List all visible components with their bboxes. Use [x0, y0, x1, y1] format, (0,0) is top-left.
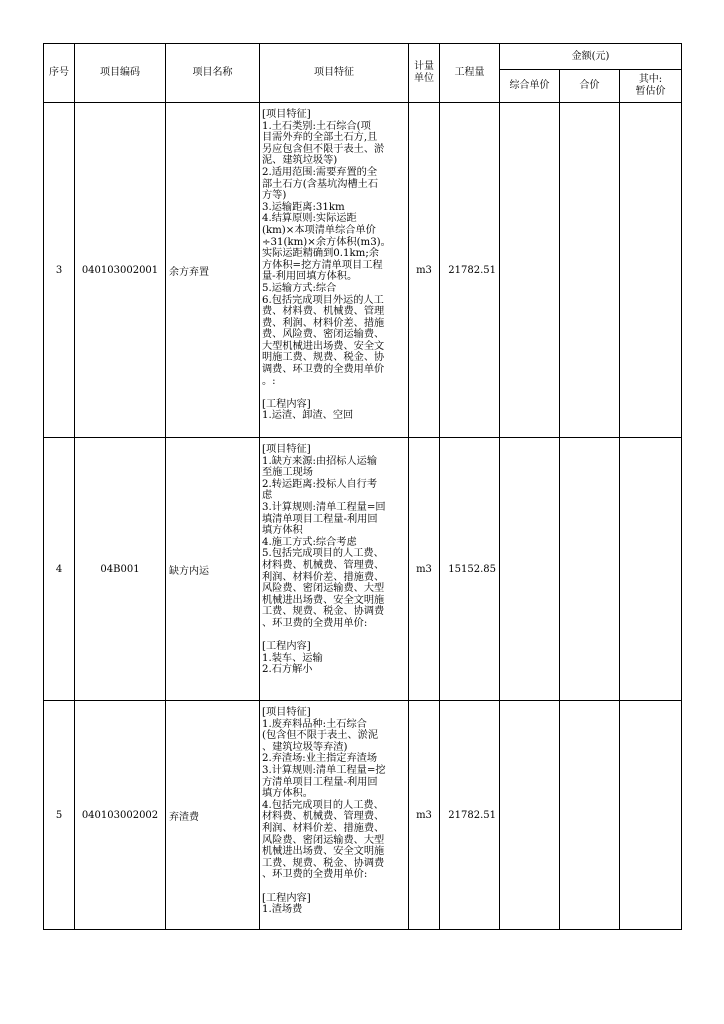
- cell-name: 缺方内运: [166, 438, 260, 701]
- header-features: 项目特征: [260, 44, 409, 103]
- header-total: 合价: [560, 70, 620, 103]
- feature-line: 3.计算规则:清单工程量=回: [262, 501, 386, 513]
- feature-line: 虑: [262, 490, 273, 502]
- feature-line: 、环卫费的全费用单价:: [262, 617, 368, 629]
- header-quantity: 工程量: [440, 44, 500, 103]
- cell-seq: 3: [44, 103, 75, 438]
- feature-line: [工程内容]: [262, 398, 311, 410]
- feature-line: (km)×本项清单综合单价: [262, 224, 376, 236]
- feature-line: 2.适用范围:需要弃置的全: [262, 166, 378, 178]
- cell-features: [260, 103, 409, 438]
- feature-line: 填方体积: [262, 525, 303, 537]
- feature-line: 工费、规费、税金、协调费: [262, 606, 385, 618]
- feature-line: 风险费、密闭运输费、大型: [262, 834, 385, 846]
- cell-quantity: 21782.51: [440, 103, 500, 438]
- cell-features: [260, 701, 409, 930]
- table-row: [44, 701, 682, 930]
- feature-line: 1.废弃料品种:土石综合: [262, 718, 367, 730]
- feature-line: [262, 881, 405, 893]
- feature-line: 5.包括完成项目的人工费、: [262, 548, 384, 560]
- feature-line: [项目特征]: [262, 444, 311, 455]
- feature-line: 1.运渣、卸渣、空回: [262, 410, 354, 422]
- cell-code: 040103002002: [75, 701, 166, 930]
- feature-line: 4.施工方式:综合考虑: [262, 536, 357, 548]
- cell-code: 040103002001: [75, 103, 166, 438]
- bill-of-quantities-sheet: [43, 43, 681, 930]
- bill-of-quantities-table: [43, 43, 682, 930]
- feature-line: 量-利用回填方体积。: [262, 271, 358, 283]
- feature-line: 2.转运距离:投标人自行考: [262, 478, 378, 490]
- cell-total: [560, 701, 620, 930]
- feature-line: 6.包括完成项目外运的人工: [262, 294, 384, 306]
- header-amount: 金额(元): [500, 44, 682, 70]
- feature-line: 1.缺方来源:由招标人运输: [262, 455, 378, 467]
- cell-total: [560, 438, 620, 701]
- cell-provisional: [620, 438, 682, 701]
- feature-line: 方清单项目工程量-利用回: [262, 776, 378, 788]
- feature-line: 、环卫费的全费用单价:: [262, 869, 368, 881]
- feature-line: 部土石方(含基坑沟槽土石: [262, 178, 379, 190]
- feature-line: [工程内容]: [262, 641, 311, 653]
- feature-line: 实际运距精确到0.1km;余: [262, 248, 379, 260]
- feature-line: 方体积=挖方清单项目工程: [262, 259, 383, 271]
- table-body: [44, 103, 682, 930]
- feature-line: 填清单项目工程量-利用回: [262, 513, 378, 525]
- feature-line: 另应包含但不限于表土、淤: [262, 143, 385, 155]
- feature-line: (包含但不限于表土、淤泥: [262, 730, 379, 742]
- feature-line: 填方体积。: [262, 788, 313, 800]
- feature-line: 工费、规费、税金、协调费: [262, 857, 385, 869]
- cell-unit: m3: [409, 701, 440, 930]
- feature-line: 1.装车、运输: [262, 652, 323, 664]
- feature-line: 方等): [262, 190, 287, 202]
- feature-line: 费、利润、材料价差、措施: [262, 317, 385, 329]
- feature-line: 4.包括完成项目的人工费、: [262, 799, 384, 811]
- feature-line: 费、风险费、密闭运输费、: [262, 329, 385, 341]
- cell-unit-price: [500, 103, 560, 438]
- header-unit: 计量 单位: [409, 44, 440, 103]
- header-provisional: 其中: 暂估价: [620, 70, 682, 103]
- feature-line: 至施工现场: [262, 467, 313, 479]
- feature-line: 2.石方解小: [262, 664, 313, 676]
- feature-line: 材料费、机械费、管理费、: [262, 811, 385, 823]
- feature-line: 5.运输方式:综合: [262, 282, 337, 294]
- cell-provisional: [620, 103, 682, 438]
- feature-line: 利润、材料价差、措施费、: [262, 822, 385, 834]
- feature-line: 费、材料费、机械费、管理: [262, 306, 385, 318]
- feature-line: 目需外弃的全部土石方,且: [262, 132, 378, 144]
- cell-unit-price: [500, 701, 560, 930]
- feature-line: 大型机械进出场费、安全文: [262, 340, 385, 352]
- header-seq: 序号: [44, 44, 75, 103]
- cell-quantity: 15152.85: [440, 438, 500, 701]
- cell-unit: m3: [409, 438, 440, 701]
- feature-line: [工程内容]: [262, 892, 311, 904]
- feature-line: 风险费、密闭运输费、大型: [262, 583, 385, 595]
- feature-line: 1.土石类别:土石综合(项: [262, 120, 371, 132]
- feature-line: [262, 387, 405, 399]
- feature-line: 3.运输距离:31km: [262, 201, 345, 213]
- feature-line: 3.计算规则:清单工程量=挖: [262, 764, 386, 776]
- feature-line: 材料费、机械费、管理费、: [262, 559, 385, 571]
- feature-line: 2.弃渣场:业主指定弃渣场: [262, 753, 378, 765]
- cell-unit: m3: [409, 103, 440, 438]
- feature-line: 4.结算原则:实际运距: [262, 213, 357, 225]
- cell-name: 余方弃置: [166, 103, 260, 438]
- cell-code: 04B001: [75, 438, 166, 701]
- feature-line: 机械进出场费、安全文明施: [262, 594, 385, 606]
- feature-line: 泥、建筑垃圾等): [262, 155, 338, 167]
- feature-line: 。:: [262, 375, 276, 387]
- cell-provisional: [620, 701, 682, 930]
- feature-line: 明施工费、规费、税金、协: [262, 352, 385, 364]
- feature-line: [262, 630, 405, 642]
- cell-seq: 4: [44, 438, 75, 701]
- feature-line: [项目特征]: [262, 707, 311, 718]
- cell-features: [260, 438, 409, 701]
- feature-line: 机械进出场费、安全文明施: [262, 846, 385, 858]
- cell-unit-price: [500, 438, 560, 701]
- cell-name: 弃渣费: [166, 701, 260, 930]
- feature-line: 、建筑垃圾等弃渣): [262, 741, 348, 753]
- table-row: [44, 103, 682, 438]
- header-code: 项目编码: [75, 44, 166, 103]
- cell-total: [560, 103, 620, 438]
- feature-line: ÷31(km)×余方体积(m3)。: [262, 236, 391, 248]
- feature-line: 1.渣场费: [262, 904, 303, 916]
- cell-quantity: 21782.51: [440, 701, 500, 930]
- feature-line: 利润、材料价差、措施费、: [262, 571, 385, 583]
- cell-seq: 5: [44, 701, 75, 930]
- feature-line: [项目特征]: [262, 109, 311, 120]
- header-name: 项目名称: [166, 44, 260, 103]
- header-unit-price: 综合单价: [500, 70, 560, 103]
- feature-line: 调费、环卫费的全费用单价: [262, 364, 385, 376]
- table-row: [44, 438, 682, 701]
